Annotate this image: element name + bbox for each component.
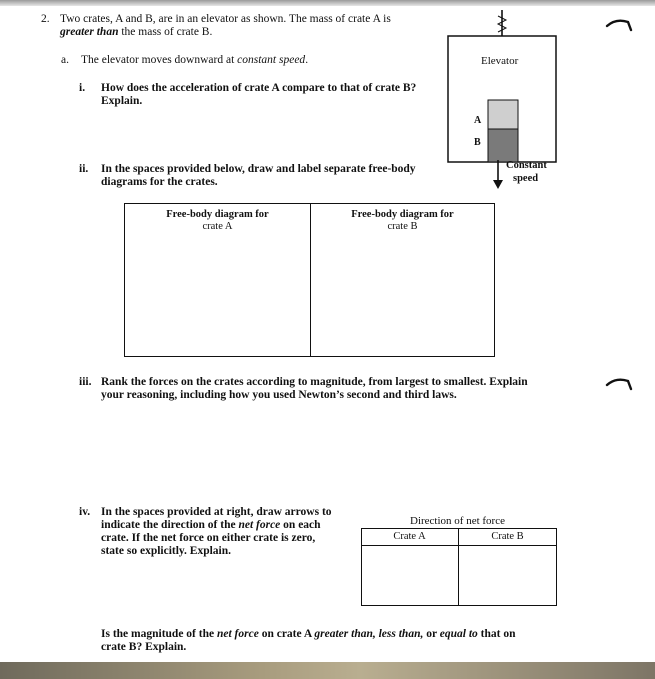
question-intro-line2 — [60, 26, 212, 39]
margin-pen-mark-top — [604, 12, 634, 34]
net-force-cell-crate-a[interactable] — [362, 546, 458, 605]
part-iv-line2-end: on each — [280, 519, 321, 531]
part-a-text-end: . — [305, 54, 309, 66]
net-force-cell-crate-b[interactable] — [459, 546, 556, 605]
part-iv-line3: crate. If the net force on either crate is zero, — [101, 532, 316, 544]
net-force-table-title: Direction of net force — [410, 515, 505, 527]
fbd-b-header-line1: Free-body diagram for — [351, 209, 454, 220]
net-force-emphasis: net force — [238, 519, 281, 531]
part-iii-label: iii. — [79, 376, 92, 388]
bottom-border — [0, 662, 655, 679]
constant-speed-emphasis: constant speed — [237, 54, 306, 66]
part-iv-line2-start: indicate the direction of the — [101, 519, 239, 531]
final-q-p3: or — [423, 628, 440, 640]
final-q-p2: on crate A — [258, 628, 315, 640]
part-i-label: i. — [79, 82, 86, 94]
fbd-b-header — [310, 209, 495, 233]
net-force-col-b-header: Crate B — [491, 531, 524, 542]
part-a-label: a. — [61, 54, 69, 66]
top-border — [0, 0, 655, 6]
part-i-line1: How does the acceleration of crate A compare to that of crate B? — [101, 82, 417, 94]
final-question-line1 — [101, 628, 515, 641]
part-ii-line2: diagrams for the crates. — [101, 176, 218, 188]
part-iv-label: iv. — [79, 506, 91, 518]
part-ii-line1: In the spaces provided below, draw and label separate free-body — [101, 163, 416, 175]
greater-than-emphasis: greater than — [60, 26, 119, 38]
part-a-text-start: The elevator moves downward at — [81, 54, 238, 66]
part-a-text — [81, 54, 308, 67]
final-q-p4: that on — [477, 628, 516, 640]
fbd-b-header-line2: crate B — [387, 221, 418, 232]
fbd-a-header — [124, 209, 311, 233]
crate-a-label: A — [474, 115, 482, 126]
final-q-p1: Is the magnitude of the — [101, 628, 217, 640]
final-q-em3: equal to — [439, 628, 478, 640]
part-i-line2: Explain. — [101, 95, 143, 107]
part-iv-line1: In the spaces provided at right, draw arrows to — [101, 506, 332, 518]
fbd-a-header-line1: Free-body diagram for — [166, 209, 269, 220]
crate-a-rect — [488, 100, 518, 129]
final-q-em2: greater than, less than, — [314, 628, 424, 640]
margin-pen-mark-middle — [604, 371, 634, 393]
speed-label-line2: speed — [513, 173, 539, 184]
part-iv-line4: state so explicitly. Explain. — [101, 545, 232, 557]
final-q-em1: net force — [216, 628, 259, 640]
part-iii-line2: your reasoning, including how you used Newton’s second and third laws. — [101, 389, 457, 401]
speed-label-line1: Constant — [506, 160, 547, 171]
crate-b-rect — [488, 129, 518, 162]
crate-b-label: B — [474, 137, 481, 148]
intro-line2-rest: the mass of crate B. — [118, 26, 213, 38]
motion-arrow-head — [493, 180, 503, 189]
part-iv-line2 — [101, 519, 321, 532]
net-force-col-a-header: Crate A — [393, 531, 426, 542]
final-question-line2: crate B? Explain. — [101, 641, 187, 653]
question-number: 2. — [41, 13, 50, 25]
part-iii-line1: Rank the forces on the crates according to magnitude, from largest to smallest. Explain — [101, 376, 528, 388]
fbd-a-header-line2: crate A — [202, 221, 233, 232]
part-ii-label: ii. — [79, 163, 89, 175]
elevator-label: Elevator — [481, 55, 519, 67]
question-intro-line1: Two crates, A and B, are in an elevator as shown. The mass of crate A is — [60, 13, 391, 25]
